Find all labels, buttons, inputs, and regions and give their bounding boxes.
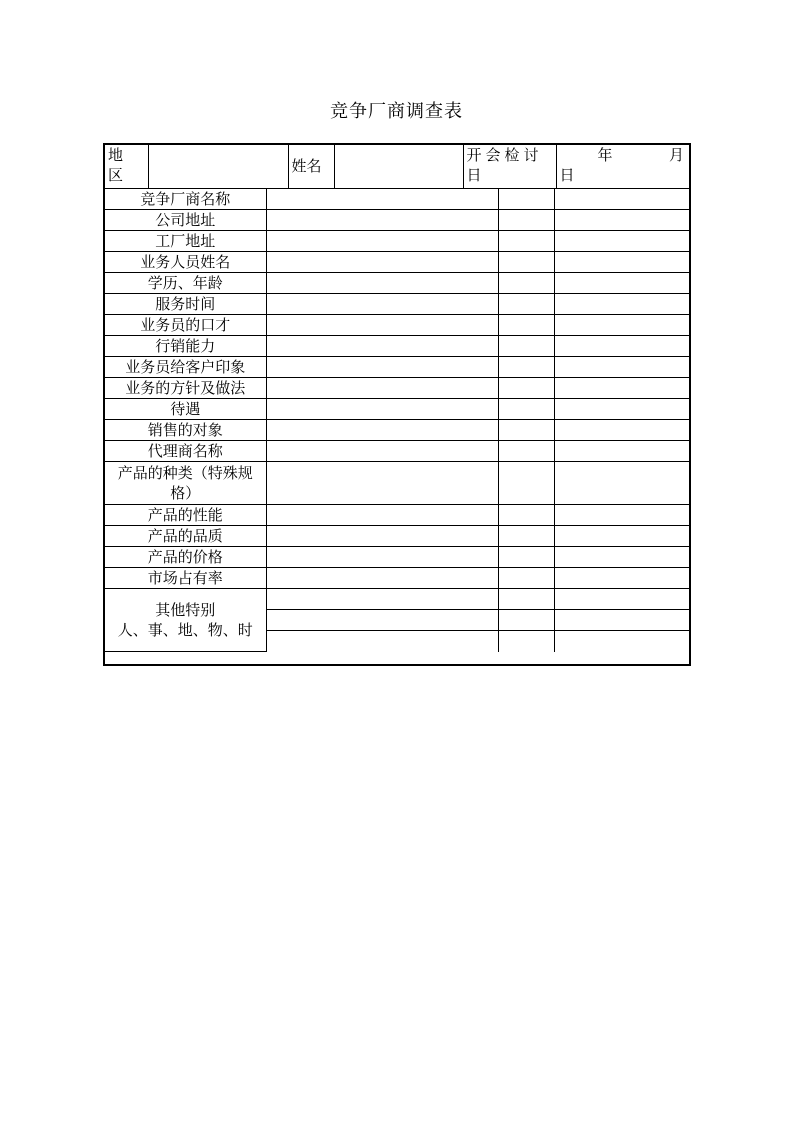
input-cell[interactable]: [266, 547, 498, 568]
input-cell[interactable]: [266, 315, 498, 336]
input-cell[interactable]: [498, 231, 554, 252]
name-field[interactable]: [334, 145, 463, 188]
input-cell[interactable]: [498, 378, 554, 399]
input-cell[interactable]: [554, 315, 689, 336]
input-cell[interactable]: [266, 505, 498, 526]
row-label: 业务的方针及做法: [105, 378, 266, 399]
row-label: 服务时间: [105, 294, 266, 315]
table-row: [105, 252, 689, 273]
input-cell[interactable]: [498, 462, 554, 505]
input-cell[interactable]: [554, 294, 689, 315]
input-cell[interactable]: [554, 526, 689, 547]
input-cell[interactable]: [498, 420, 554, 441]
row-label: 待遇: [105, 399, 266, 420]
input-cell[interactable]: [266, 441, 498, 462]
table-row: [105, 505, 689, 526]
input-cell[interactable]: [498, 441, 554, 462]
input-cell[interactable]: [554, 336, 689, 357]
input-cell[interactable]: [266, 252, 498, 273]
meeting-date-label: [463, 145, 556, 188]
input-cell[interactable]: [498, 526, 554, 547]
region-field[interactable]: [148, 145, 288, 188]
survey-form: [103, 143, 691, 666]
row-label: 行销能力: [105, 336, 266, 357]
row-label: 市场占有率: [105, 568, 266, 589]
input-cell[interactable]: [498, 189, 554, 210]
page-title: 竞争厂商调查表: [330, 101, 463, 122]
input-cell[interactable]: [554, 252, 689, 273]
region-label-line1: 地: [108, 146, 124, 164]
input-cell[interactable]: [266, 294, 498, 315]
meeting-label-line2: 日: [466, 166, 482, 184]
input-cell[interactable]: [554, 189, 689, 210]
input-cell[interactable]: [498, 399, 554, 420]
input-cell[interactable]: [266, 526, 498, 547]
input-cell[interactable]: [498, 631, 554, 652]
table-row: [105, 547, 689, 568]
input-cell[interactable]: [498, 357, 554, 378]
date-day-label: 日: [559, 166, 575, 184]
input-cell[interactable]: [498, 589, 554, 610]
input-cell[interactable]: [554, 399, 689, 420]
input-cell[interactable]: [554, 273, 689, 294]
input-cell[interactable]: [498, 568, 554, 589]
input-cell[interactable]: [266, 568, 498, 589]
input-cell[interactable]: [554, 420, 689, 441]
table-row: [105, 336, 689, 357]
meeting-label-line1: 开会检讨: [466, 146, 543, 164]
row-label-line: 其他特别: [155, 601, 216, 619]
input-cell[interactable]: [498, 336, 554, 357]
input-cell[interactable]: [266, 357, 498, 378]
table-row: [105, 189, 689, 210]
table-row: [105, 357, 689, 378]
form-body: [105, 189, 689, 653]
row-label: 代理商名称: [105, 441, 266, 462]
input-cell[interactable]: [554, 231, 689, 252]
input-cell[interactable]: [266, 610, 498, 631]
row-label: 业务员的口才: [105, 315, 266, 336]
row-label: 业务员给客户印象: [105, 357, 266, 378]
table-row: [105, 231, 689, 252]
row-label: 产品的品质: [105, 526, 266, 547]
input-cell[interactable]: [554, 589, 689, 610]
input-cell[interactable]: [554, 505, 689, 526]
input-cell[interactable]: [266, 273, 498, 294]
table-row: [105, 462, 689, 505]
row-label: 产品的性能: [105, 505, 266, 526]
table-row: [105, 378, 689, 399]
input-cell[interactable]: [266, 399, 498, 420]
input-cell[interactable]: [266, 420, 498, 441]
row-label: 销售的对象: [105, 420, 266, 441]
row-label: 业务人员姓名: [105, 252, 266, 273]
form-header: [105, 145, 689, 189]
input-cell[interactable]: [554, 631, 689, 652]
table-row: [105, 315, 689, 336]
input-cell[interactable]: [266, 210, 498, 231]
table-row: [105, 526, 689, 547]
row-label: 竞争厂商名称: [105, 189, 266, 210]
row-label: 工厂地址: [105, 231, 266, 252]
input-cell[interactable]: [554, 210, 689, 231]
date-year-label: 年: [597, 146, 613, 164]
meeting-date-field[interactable]: [556, 145, 689, 188]
row-label-line: 人、事、地、物、时: [117, 621, 253, 639]
table-row: [105, 420, 689, 441]
input-cell[interactable]: [266, 631, 498, 652]
input-cell[interactable]: [266, 462, 498, 505]
row-label: 公司地址: [105, 210, 266, 231]
input-cell[interactable]: [266, 336, 498, 357]
table-row: [105, 589, 689, 610]
region-label-line2: 区: [108, 166, 124, 184]
input-cell[interactable]: [498, 547, 554, 568]
table-row: [105, 399, 689, 420]
input-cell[interactable]: [498, 252, 554, 273]
input-cell[interactable]: [554, 547, 689, 568]
input-cell[interactable]: [266, 231, 498, 252]
input-cell[interactable]: [266, 378, 498, 399]
row-label-other: [105, 589, 266, 652]
input-cell[interactable]: [266, 189, 498, 210]
input-cell[interactable]: [498, 505, 554, 526]
input-cell[interactable]: [498, 273, 554, 294]
row-label-line: 格）: [170, 484, 201, 502]
table-row: [105, 273, 689, 294]
input-cell[interactable]: [554, 378, 689, 399]
name-label: 姓名: [288, 145, 334, 188]
input-cell[interactable]: [498, 315, 554, 336]
input-cell[interactable]: [498, 610, 554, 631]
row-label-product-types: [105, 462, 266, 505]
input-cell[interactable]: [498, 210, 554, 231]
input-cell[interactable]: [498, 294, 554, 315]
row-label: 产品的价格: [105, 547, 266, 568]
input-cell[interactable]: [554, 610, 689, 631]
row-label-line: 产品的种类（特殊规: [117, 464, 253, 482]
input-cell[interactable]: [554, 357, 689, 378]
table-row: [105, 210, 689, 231]
region-label: [105, 145, 148, 188]
input-cell[interactable]: [554, 441, 689, 462]
table-row: [105, 294, 689, 315]
date-month-label: 月: [668, 146, 684, 164]
input-cell[interactable]: [554, 568, 689, 589]
table-row: [105, 441, 689, 462]
row-label: 学历、年龄: [105, 273, 266, 294]
input-cell[interactable]: [266, 589, 498, 610]
table-row: [105, 568, 689, 589]
input-cell[interactable]: [554, 462, 689, 505]
